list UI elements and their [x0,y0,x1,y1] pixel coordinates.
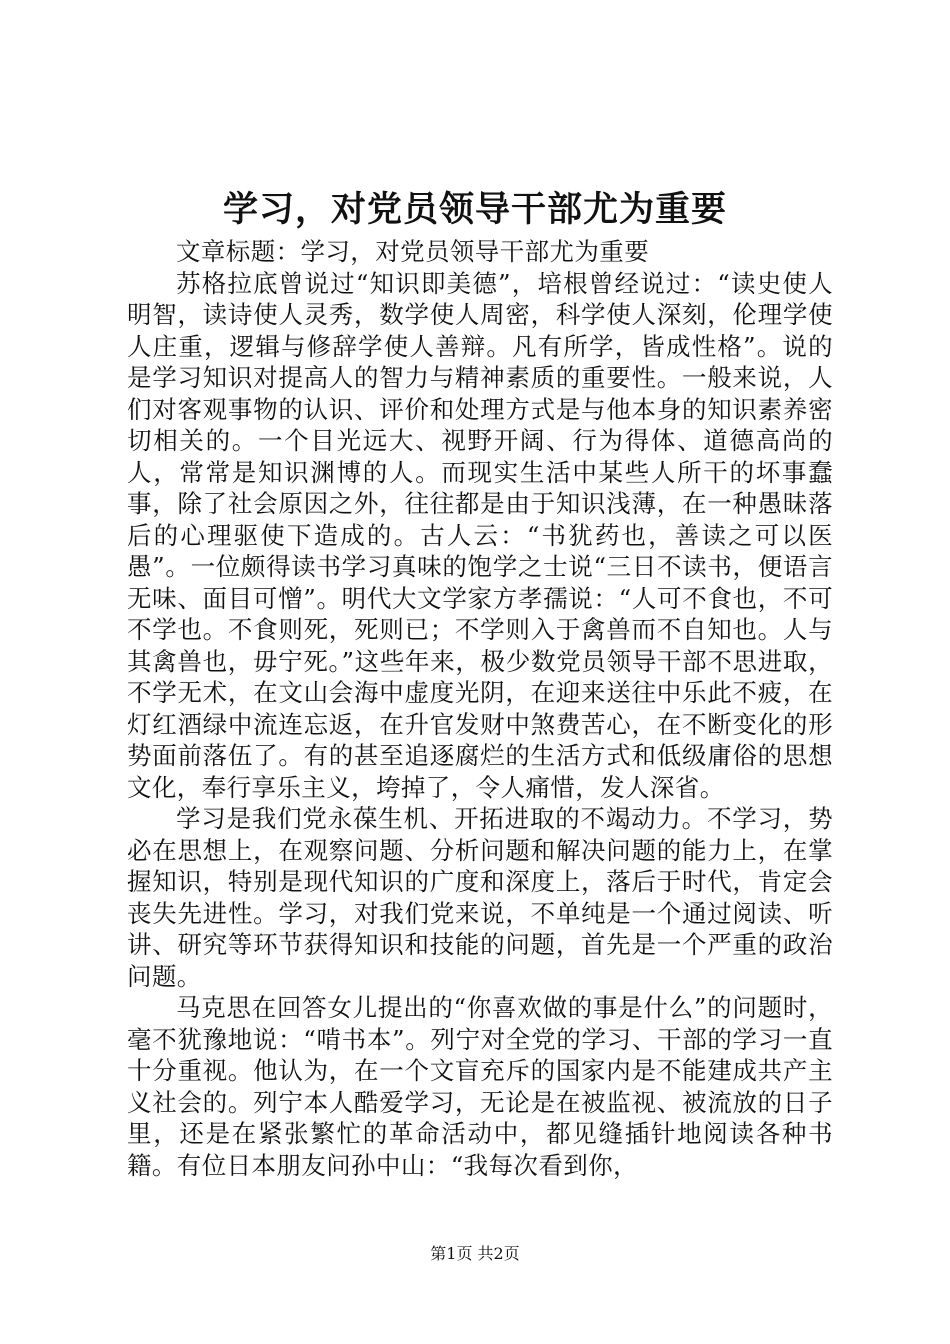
paragraph: 马克思在回答女儿提出的“你喜欢做的事是什么”的问题时，毫不犹豫地说：“啃书本”。列宁对全党的学习、干部的学习一直十分重视。他认为，在一个文盲充斥的国家内是不能建成共产主义社会的。列宁本人酷爱学习，无论是在被监视、被流放的日子里，还是在紧张繁忙的革命活动中，都见缝插针地阅读各种书籍。有位日本朋友问孙中山：“我每次看到你， [127,993,833,1180]
document-title: 学习，对党员领导干部尤为重要 [222,189,727,230]
document-body [127,236,833,1181]
paragraph: 学习是我们党永葆生机、开拓进取的不竭动力。不学习，势必在思想上，在观察问题、分析问题和解决问题的能力上，在掌握知识，特别是现代知识的广度和深度上，落后于时代，肯定会丧失先进性。学习，对我们党来说，不单纯是一个通过阅读、听讲、研究等环节获得知识和技能的问题，首先是一个严重的政治问题。 [127,804,833,991]
page-footer: 第1页 共2页 [430,1244,520,1263]
article-title-line: 文章标题：学习，对党员领导干部尤为重要 [176,237,650,266]
paragraph: 苏格拉底曾说过“知识即美德”，培根曾经说过：“读史使人明智，读诗使人灵秀，数学使人周密，科学使人深刻，伦理学使人庄重，逻辑与修辞学使人善辩。凡有所学，皆成性格”。说的是学习知识对提高人的智力与精神素质的重要性。一般来说，人们对客观事物的认识、评价和处理方式是与他本身的知识素养密切相关的。一个目光远大、视野开阔、行为得体、道德高尚的人，常常是知识渊博的人。而现实生活中某些人所干的坏事蠢事，除了社会原因之外，往往都是由于知识浅薄，在一种愚昧落后的心理驱使下造成的。古人云：“书犹药也，善读之可以医愚”。一位颇得读书学习真味的饱学之士说“三日不读书，便语言无味、面目可憎”。明代大文学家方孝孺说：“人可不食也，不可不学也。不食则死，死则已；不学则入于禽兽而不自知也。人与其禽兽也，毋宁死。”这些年来，极少数党员领导干部不思进取，不学无术，在文山会海中虚度光阴，在迎来送往中乐此不疲，在灯红酒绿中流连忘返，在升官发财中煞费苦心，在不断变化的形势面前落伍了。有的甚至追逐腐烂的生活方式和低级庸俗的思想文化，奉行享乐主义，垮掉了，令人痛惜，发人深省。 [127,268,833,802]
